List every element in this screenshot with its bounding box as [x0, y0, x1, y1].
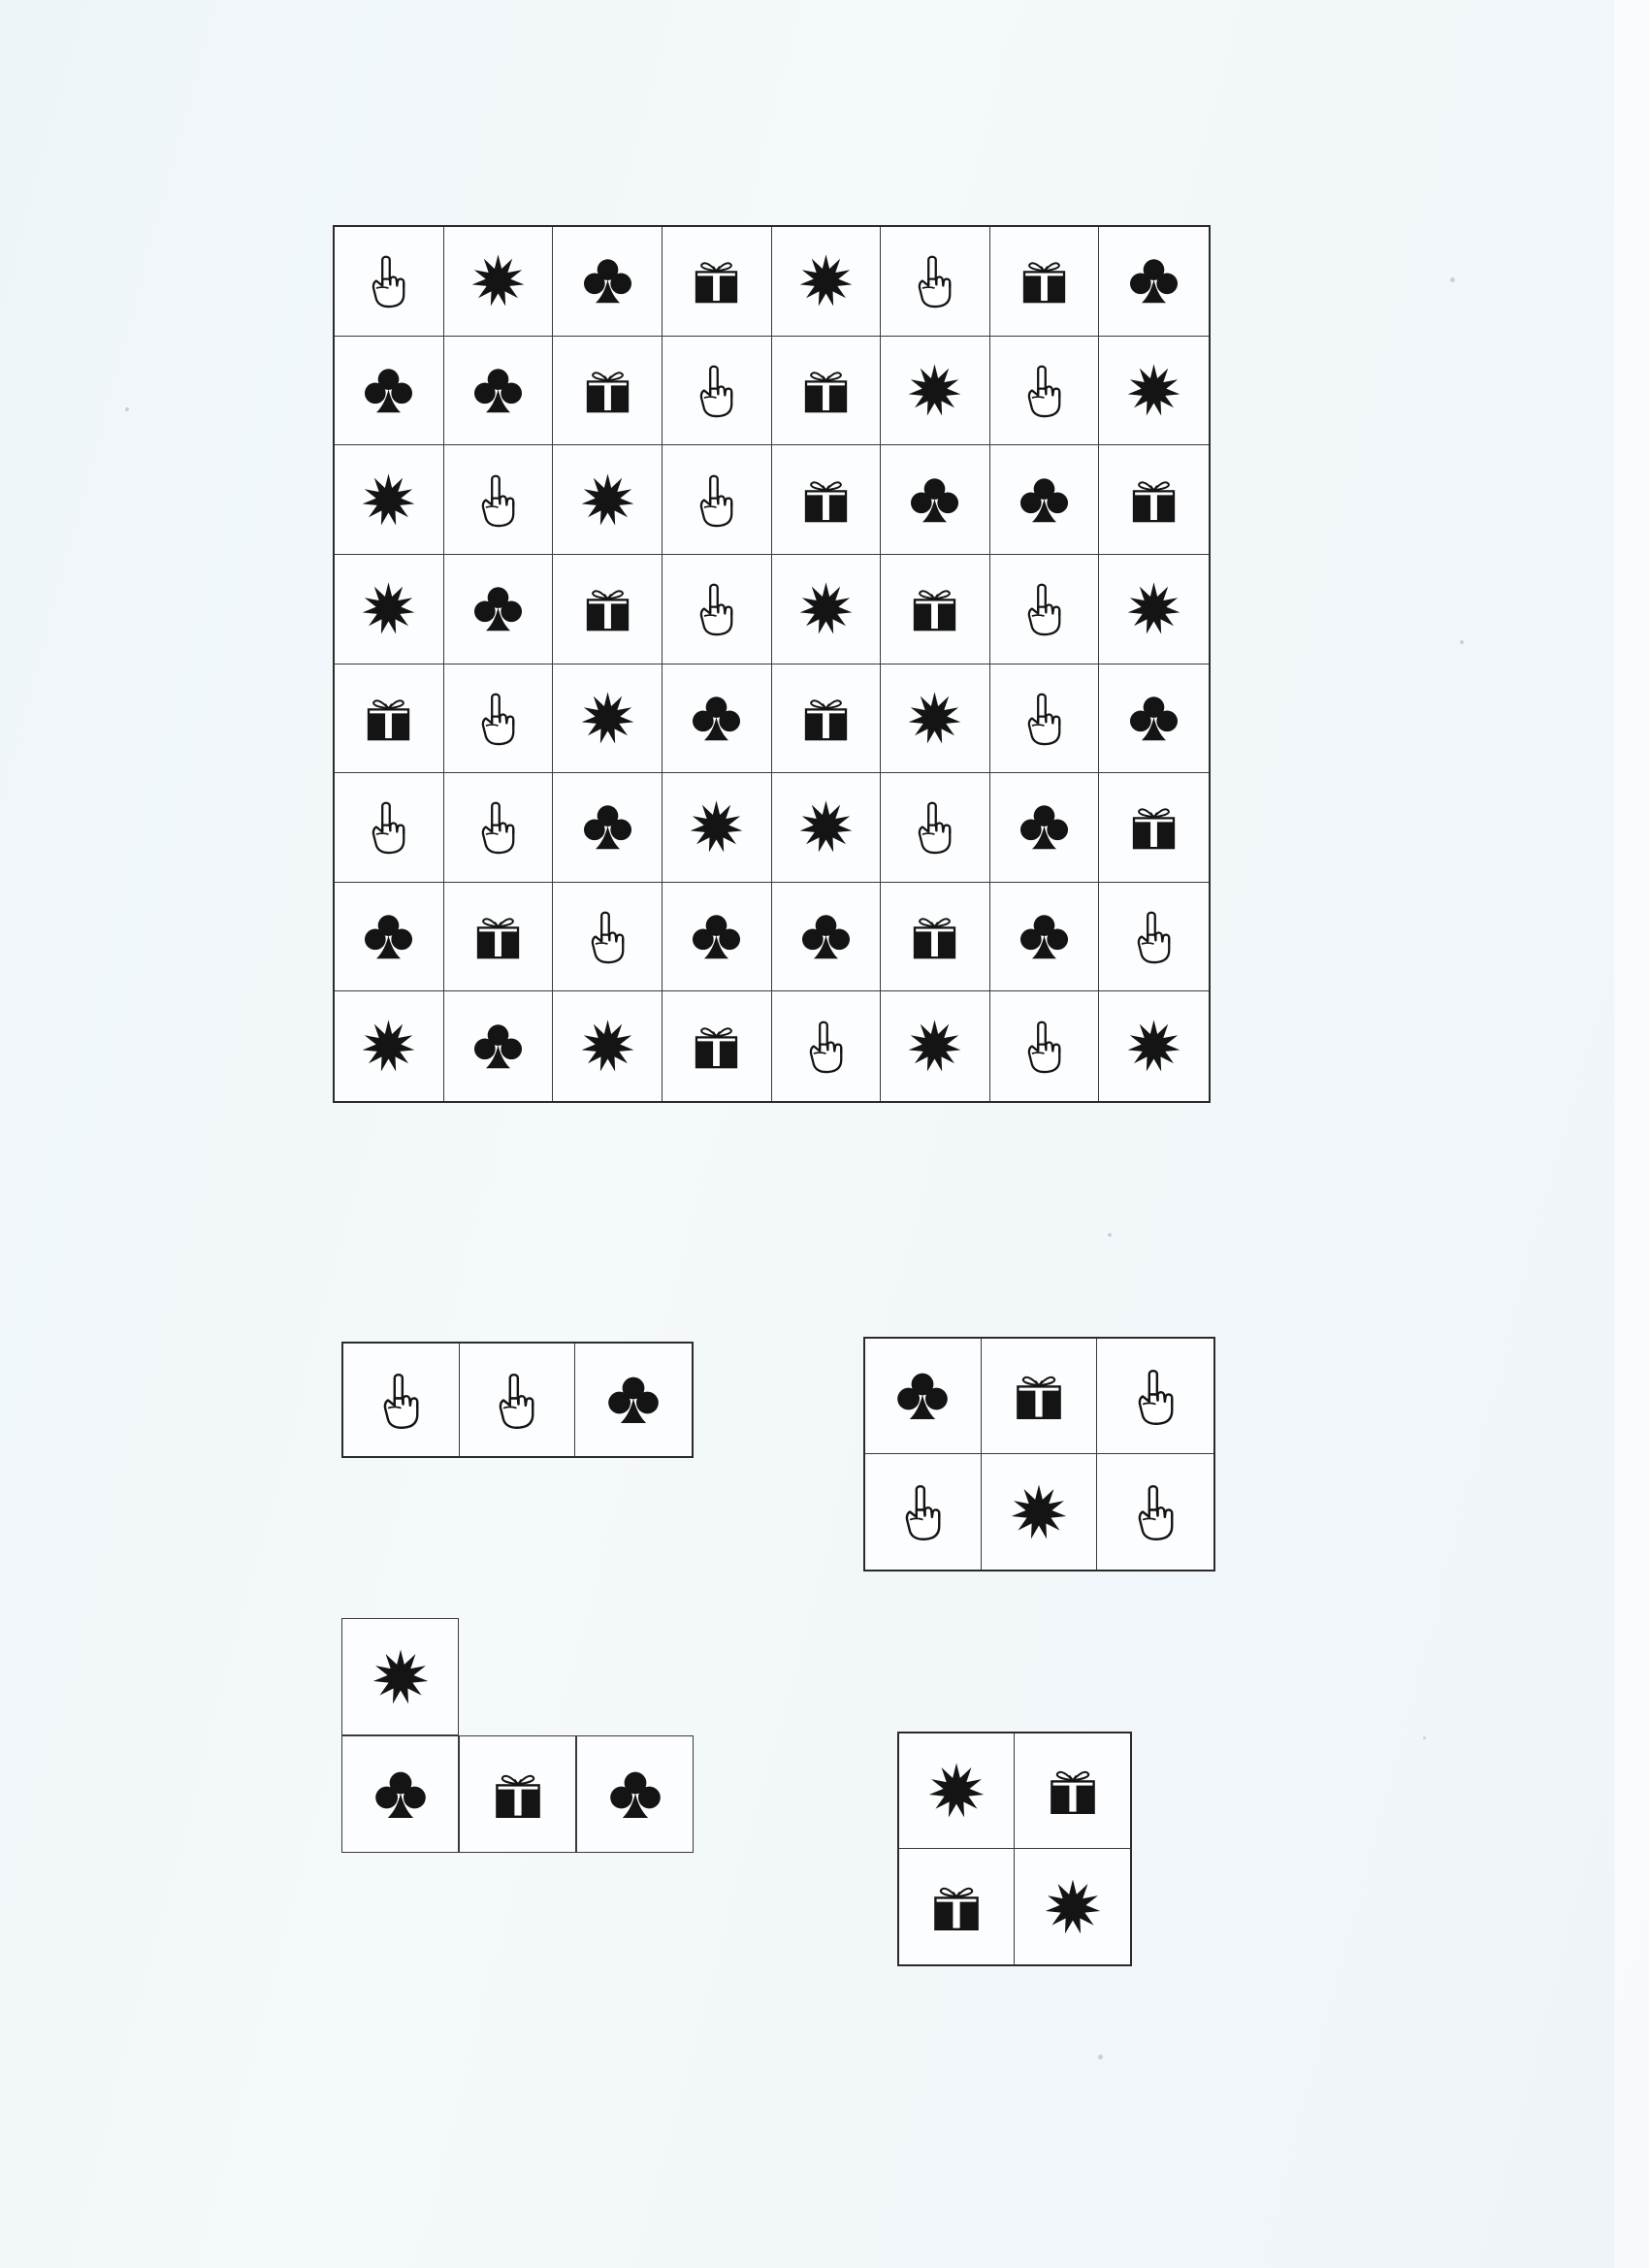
- sunburst-icon: [906, 690, 963, 747]
- grid-cell[interactable]: [335, 664, 444, 774]
- sunburst-icon: [906, 1018, 963, 1075]
- gift-box-icon: [489, 1766, 547, 1824]
- grid-cell[interactable]: [990, 991, 1100, 1101]
- grid-cell[interactable]: [444, 337, 554, 446]
- gift-box-icon: [1010, 1367, 1068, 1425]
- grid-cell[interactable]: [444, 883, 554, 992]
- sunburst-icon: [579, 1018, 636, 1075]
- gift-box-icon: [907, 909, 962, 964]
- grid-cell[interactable]: [341, 1735, 459, 1853]
- gift-box-icon: [798, 472, 854, 528]
- grid-cell[interactable]: [1099, 227, 1209, 337]
- grid-cell-empty: [576, 1618, 694, 1735]
- pointing-hand-icon: [904, 250, 965, 311]
- grid-cell[interactable]: [553, 555, 663, 664]
- sunburst-icon: [926, 1761, 986, 1821]
- grid-cell[interactable]: [553, 227, 663, 337]
- grid-cell[interactable]: [444, 555, 554, 664]
- grid-cell[interactable]: [663, 664, 772, 774]
- gift-box-icon: [927, 1878, 986, 1936]
- grid-cell[interactable]: [663, 337, 772, 446]
- grid-cell[interactable]: [1097, 1454, 1213, 1570]
- club-icon: [580, 253, 635, 308]
- grid-cell[interactable]: [990, 555, 1100, 664]
- sunburst-icon: [1125, 580, 1182, 637]
- pointing-hand-icon: [484, 1368, 549, 1433]
- sunburst-icon: [906, 362, 963, 419]
- grid-cell[interactable]: [899, 1733, 1015, 1849]
- grid-cell[interactable]: [553, 445, 663, 555]
- grid-cell[interactable]: [865, 1339, 982, 1454]
- option-d-tile[interactable]: [897, 1732, 1132, 1966]
- grid-cell[interactable]: [335, 337, 444, 446]
- gift-box-icon: [1126, 472, 1181, 528]
- pointing-hand-icon: [686, 470, 747, 531]
- grid-cell[interactable]: [575, 1344, 692, 1456]
- grid-cell[interactable]: [982, 1339, 1098, 1454]
- grid-cell[interactable]: [772, 445, 882, 555]
- option-c-tile[interactable]: [341, 1618, 694, 1853]
- pointing-hand-icon: [468, 796, 529, 858]
- sunburst-icon: [688, 798, 745, 856]
- grid-cell[interactable]: [335, 773, 444, 883]
- pointing-hand-icon: [358, 796, 419, 858]
- club-icon: [580, 799, 635, 855]
- pointing-hand-icon: [890, 1479, 955, 1544]
- grid-cell[interactable]: [335, 555, 444, 664]
- grid-cell[interactable]: [663, 445, 772, 555]
- grid-cell[interactable]: [553, 773, 663, 883]
- pointing-hand-icon: [686, 360, 747, 421]
- grid-cell[interactable]: [990, 664, 1100, 774]
- pointing-hand-icon: [1014, 688, 1075, 749]
- gift-box-icon: [907, 581, 962, 636]
- grid-cell[interactable]: [335, 883, 444, 992]
- sunburst-icon: [1009, 1482, 1069, 1542]
- club-icon: [470, 363, 526, 418]
- grid-cell[interactable]: [1099, 883, 1209, 992]
- grid-cell[interactable]: [990, 445, 1100, 555]
- grid-cell[interactable]: [1099, 991, 1209, 1101]
- grid-cell[interactable]: [576, 1735, 694, 1853]
- grid-cell[interactable]: [772, 991, 882, 1101]
- pointing-hand-icon: [577, 906, 638, 967]
- grid-cell[interactable]: [444, 664, 554, 774]
- sunburst-icon: [360, 471, 417, 529]
- sunburst-icon: [1125, 362, 1182, 419]
- grid-cell[interactable]: [663, 773, 772, 883]
- grid-cell[interactable]: [343, 1344, 460, 1456]
- club-icon: [1126, 253, 1181, 308]
- club-icon: [361, 909, 416, 964]
- option-a-tile[interactable]: [341, 1342, 694, 1458]
- grid-cell[interactable]: [1099, 337, 1209, 446]
- club-icon: [470, 1019, 526, 1074]
- pointing-hand-icon: [468, 688, 529, 749]
- grid-cell[interactable]: [335, 227, 444, 337]
- grid-cell[interactable]: [881, 773, 990, 883]
- gift-box-icon: [689, 1019, 744, 1074]
- pointing-hand-icon: [1123, 1479, 1188, 1544]
- pointing-hand-icon: [468, 470, 529, 531]
- grid-cell[interactable]: [881, 883, 990, 992]
- sunburst-icon: [579, 471, 636, 529]
- grid-cell[interactable]: [982, 1454, 1098, 1570]
- grid-cell[interactable]: [772, 773, 882, 883]
- club-icon: [798, 909, 854, 964]
- pointing-hand-icon: [1123, 906, 1184, 967]
- scan-speck: [1108, 1233, 1112, 1237]
- grid-cell[interactable]: [865, 1454, 982, 1570]
- grid-cell-empty: [459, 1618, 576, 1735]
- sunburst-icon: [797, 798, 855, 856]
- grid-cell[interactable]: [553, 991, 663, 1101]
- sunburst-icon: [360, 1018, 417, 1075]
- grid-cell[interactable]: [335, 991, 444, 1101]
- gift-box-icon: [1044, 1762, 1102, 1820]
- grid-cell[interactable]: [1099, 555, 1209, 664]
- grid-cell[interactable]: [460, 1344, 576, 1456]
- grid-cell[interactable]: [881, 445, 990, 555]
- pointing-hand-icon: [358, 250, 419, 311]
- grid-cell[interactable]: [990, 773, 1100, 883]
- grid-cell[interactable]: [663, 227, 772, 337]
- sunburst-icon: [1125, 1018, 1182, 1075]
- grid-cell[interactable]: [459, 1735, 576, 1853]
- club-icon: [1017, 909, 1072, 964]
- grid-cell[interactable]: [1099, 445, 1209, 555]
- grid-cell[interactable]: [663, 555, 772, 664]
- pointing-hand-icon: [1014, 1016, 1075, 1077]
- scan-speck: [1423, 1736, 1426, 1739]
- option-b-tile[interactable]: [863, 1337, 1215, 1571]
- grid-cell[interactable]: [335, 445, 444, 555]
- grid-cell[interactable]: [881, 337, 990, 446]
- club-icon: [893, 1367, 952, 1425]
- club-icon: [372, 1766, 430, 1824]
- page-edge: [1614, 0, 1649, 2268]
- gift-box-icon: [580, 363, 635, 418]
- sunburst-icon: [371, 1647, 431, 1707]
- club-icon: [604, 1371, 663, 1429]
- grid-cell[interactable]: [553, 883, 663, 992]
- pointing-hand-icon: [1123, 1364, 1188, 1429]
- grid-cell[interactable]: [899, 1849, 1015, 1964]
- gift-box-icon: [798, 691, 854, 746]
- grid-cell[interactable]: [881, 227, 990, 337]
- grid-cell[interactable]: [444, 445, 554, 555]
- club-icon: [907, 472, 962, 528]
- club-icon: [1017, 799, 1072, 855]
- grid-cell[interactable]: [341, 1618, 459, 1735]
- gift-box-icon: [361, 691, 416, 746]
- club-icon: [470, 581, 526, 636]
- grid-cell[interactable]: [1099, 664, 1209, 774]
- gift-box-icon: [689, 253, 744, 308]
- grid-cell[interactable]: [772, 883, 882, 992]
- club-icon: [689, 691, 744, 746]
- grid-cell[interactable]: [1015, 1849, 1130, 1964]
- pointing-hand-icon: [795, 1016, 857, 1077]
- grid-cell[interactable]: [663, 991, 772, 1101]
- gift-box-icon: [580, 581, 635, 636]
- sunburst-icon: [360, 580, 417, 637]
- gift-box-icon: [1017, 253, 1072, 308]
- main-symbol-grid[interactable]: [333, 225, 1211, 1103]
- sunburst-icon: [797, 252, 855, 309]
- grid-cell[interactable]: [772, 555, 882, 664]
- grid-cell[interactable]: [881, 664, 990, 774]
- pointing-hand-icon: [686, 578, 747, 639]
- grid-cell[interactable]: [772, 337, 882, 446]
- club-icon: [1017, 472, 1072, 528]
- scan-speck: [1098, 2055, 1103, 2059]
- grid-cell[interactable]: [772, 227, 882, 337]
- grid-cell[interactable]: [881, 991, 990, 1101]
- club-icon: [606, 1766, 664, 1824]
- gift-box-icon: [798, 363, 854, 418]
- grid-cell[interactable]: [444, 773, 554, 883]
- sunburst-icon: [469, 252, 527, 309]
- scan-speck: [1450, 277, 1455, 282]
- grid-cell[interactable]: [990, 337, 1100, 446]
- club-icon: [361, 363, 416, 418]
- grid-cell[interactable]: [990, 227, 1100, 337]
- grid-cell[interactable]: [444, 991, 554, 1101]
- pointing-hand-icon: [369, 1368, 434, 1433]
- scan-speck: [1460, 640, 1464, 644]
- pointing-hand-icon: [904, 796, 965, 858]
- grid-cell[interactable]: [1097, 1339, 1213, 1454]
- sunburst-icon: [1043, 1877, 1103, 1937]
- grid-cell[interactable]: [444, 227, 554, 337]
- grid-cell[interactable]: [772, 664, 882, 774]
- grid-cell[interactable]: [1015, 1733, 1130, 1849]
- sunburst-icon: [579, 690, 636, 747]
- grid-cell[interactable]: [990, 883, 1100, 992]
- sunburst-icon: [797, 580, 855, 637]
- club-icon: [689, 909, 744, 964]
- grid-cell[interactable]: [553, 337, 663, 446]
- gift-box-icon: [1126, 799, 1181, 855]
- grid-cell[interactable]: [1099, 773, 1209, 883]
- grid-cell[interactable]: [663, 883, 772, 992]
- pointing-hand-icon: [1014, 578, 1075, 639]
- grid-cell[interactable]: [881, 555, 990, 664]
- scan-speck: [125, 407, 129, 411]
- grid-cell[interactable]: [553, 664, 663, 774]
- club-icon: [1126, 691, 1181, 746]
- gift-box-icon: [470, 909, 526, 964]
- pointing-hand-icon: [1014, 360, 1075, 421]
